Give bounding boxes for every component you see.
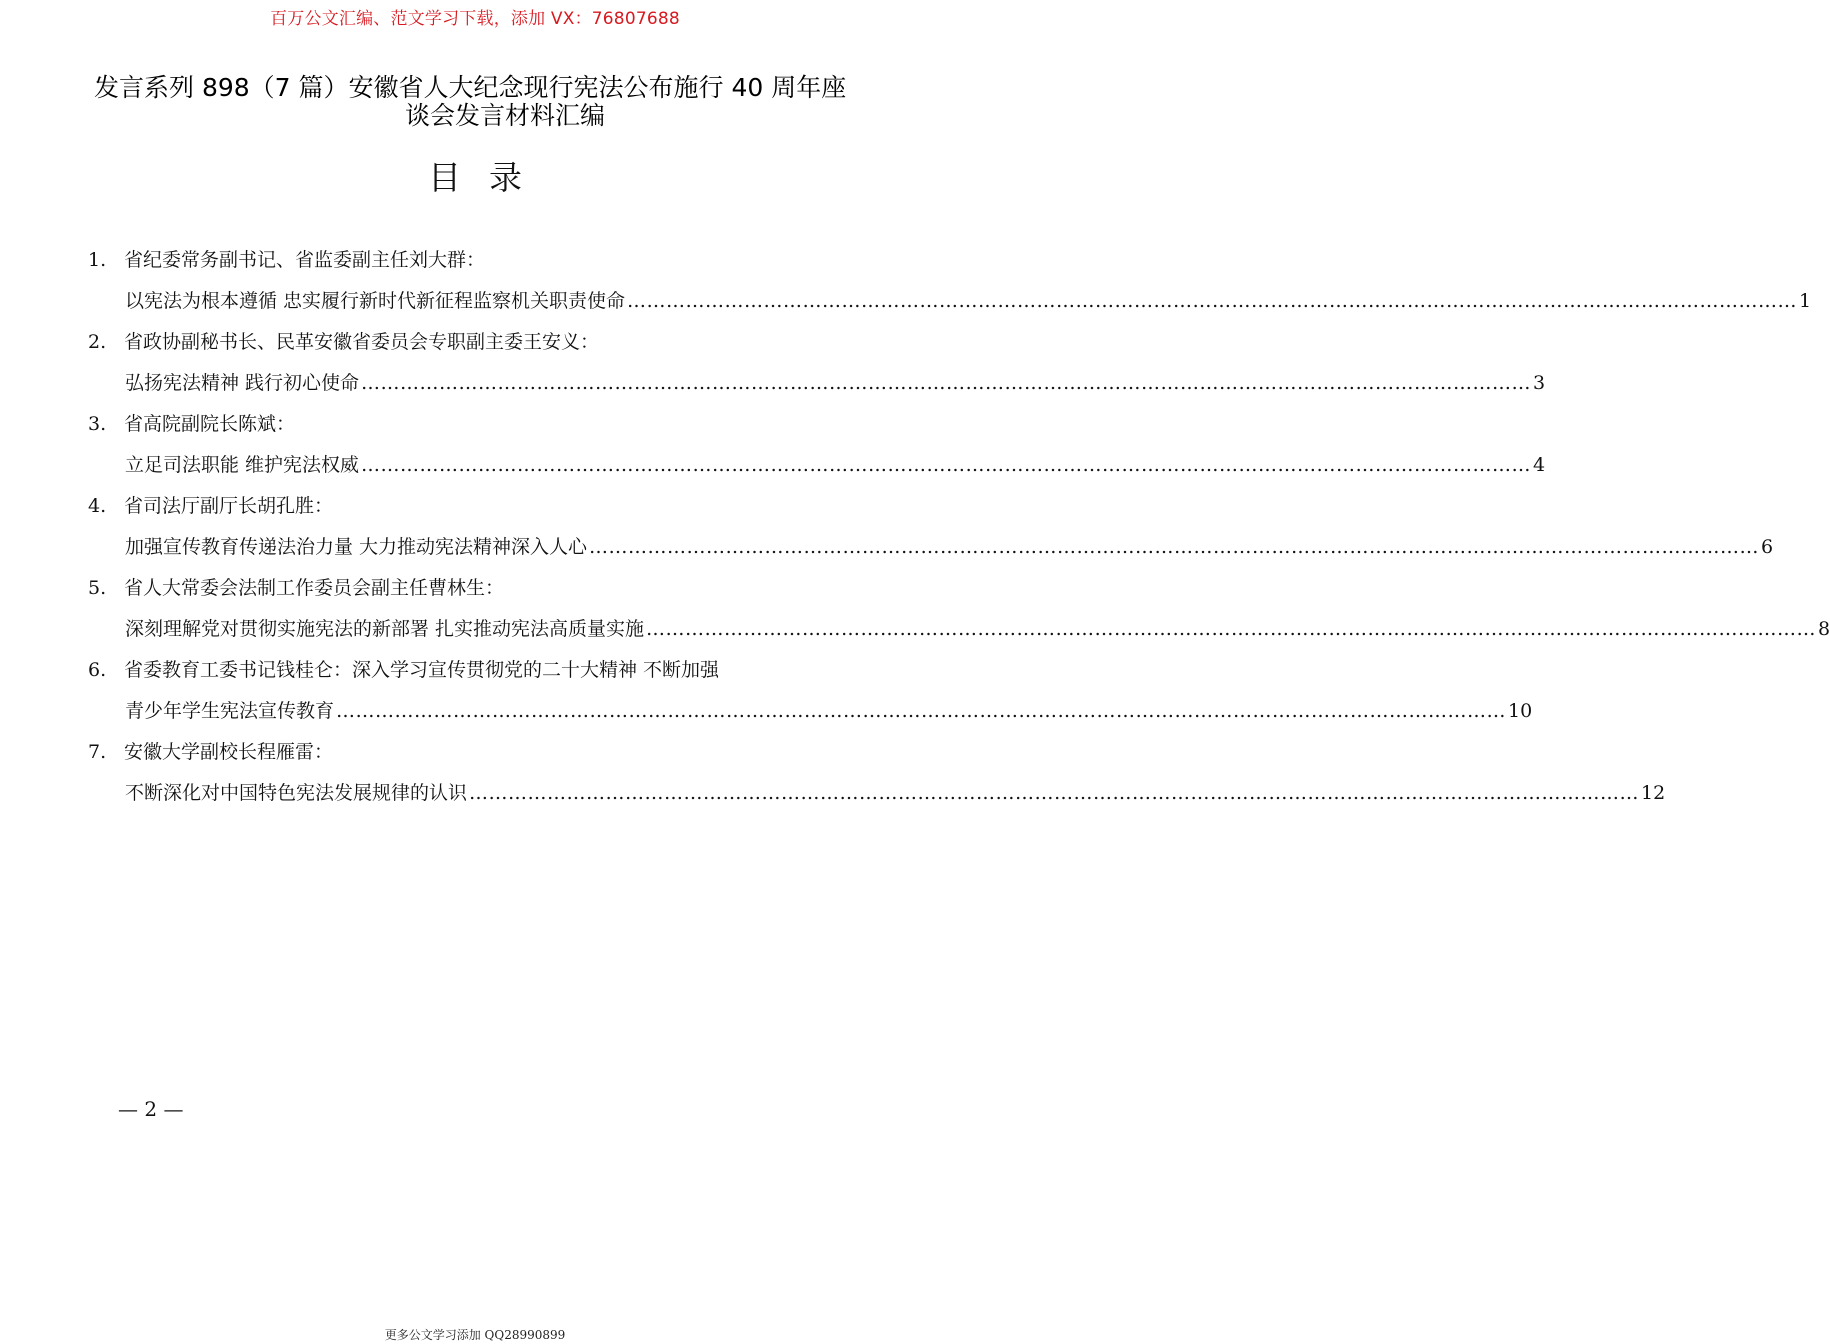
toc-entry-author-text: 省纪委常务副书记、省监委副主任刘大群： [124,249,486,271]
toc-entry-author [88,240,860,281]
header-banner: 百万公文汇编、范文学习下载，添加 VX：76807688 [270,9,680,29]
toc-entry-title[interactable] [88,363,1546,404]
toc-entry-number: 7. [88,741,107,763]
toc-leader-dots: ……………………………………………………………………………………………………………………………………………………………… [589,536,1760,558]
toc-entry-author [88,404,860,445]
toc-entry-author-text: 省高院副院长陈斌： [124,413,296,435]
toc-entry-title-text: 青少年学生宪法宣传教育 [125,700,335,722]
toc-entry-6 [88,650,1533,732]
toc-entry-title[interactable] [88,527,1774,568]
document-title-line-2: 谈会发言材料汇编 [404,101,605,130]
toc-entry-title-text: 不断深化对中国特色宪法发展规律的认识 [125,782,468,804]
toc-entry-page: 8 [1818,618,1830,640]
toc-entry-page: 3 [1533,372,1546,394]
table-of-contents [88,240,1830,814]
page-number: — 2 — [118,1097,184,1121]
toc-entry-author-text: 安徽大学副校长程雁雷： [124,741,334,763]
toc-entry-page: 1 [1799,290,1812,312]
toc-entry-4 [88,486,1774,568]
toc-entry-number: 1. [88,249,107,271]
toc-leader-dots: ……………………………………………………………………………………………………………………………………………………………… [361,372,1532,394]
toc-entry-author-text: 省政协副秘书长、民革安徽省委员会专职副主委王安义： [124,331,600,353]
toc-entry-number: 5. [88,577,107,599]
toc-entry-author [88,732,860,773]
toc-entry-number: 3. [88,413,107,435]
toc-entry-title[interactable] [88,773,1666,814]
toc-entry-number: 6. [88,659,107,681]
toc-entry-author-text: 省司法厅副厅长胡孔胜： [124,495,334,517]
toc-entry-2 [88,322,1546,404]
toc-entry-title[interactable] [88,445,1546,486]
document-title-line-1: 发言系列 898（7 篇）安徽省人大纪念现行宪法公布施行 40 周年座 [94,73,847,102]
toc-heading: 目录 [428,158,550,197]
toc-entry-number: 4. [88,495,107,517]
toc-entry-title-text: 弘扬宪法精神 践行初心使命 [125,372,360,394]
toc-entry-title-text: 加强宣传教育传递法治力量 大力推动宪法精神深入人心 [125,536,588,558]
toc-entry-title[interactable] [88,691,1533,732]
toc-entry-author [88,322,860,363]
toc-entry-7 [88,732,1666,814]
toc-entry-title-text: 立足司法职能 维护宪法权威 [125,454,360,476]
toc-entry-3 [88,404,1546,486]
toc-entry-page: 12 [1641,782,1666,804]
toc-entry-number: 2. [88,331,107,353]
toc-entry-5 [88,568,1830,650]
toc-leader-dots: ……………………………………………………………………………………………………………………………………………………………… [469,782,1640,804]
toc-leader-dots: ……………………………………………………………………………………………………………………………………………………………… [361,454,1532,476]
toc-entry-page: 6 [1761,536,1774,558]
toc-entry-author [88,650,860,691]
toc-entry-page: 4 [1533,454,1546,476]
footer-banner: 更多公文学习添加 QQ28990899 [384,1328,566,1342]
toc-entry-title[interactable] [88,609,1830,650]
toc-entry-1 [88,240,1812,322]
toc-leader-dots: ……………………………………………………………………………………………………………………………………………………………… [627,290,1798,312]
toc-entry-author-text: 省人大常委会法制工作委员会副主任曹林生： [124,577,505,599]
toc-leader-dots: ……………………………………………………………………………………………………………………………………………………………… [336,700,1507,722]
toc-entry-title-text: 以宪法为根本遵循 忠实履行新时代新征程监察机关职责使命 [125,290,626,312]
document-title [60,74,950,130]
toc-entry-author [88,486,860,527]
toc-entry-title[interactable] [88,281,1812,322]
toc-leader-dots: ……………………………………………………………………………………………………………………………………………………………… [646,618,1817,640]
toc-entry-author-text: 省委教育工委书记钱桂仑：深入学习宣传贯彻党的二十大精神 不断加强 [124,659,720,681]
toc-entry-page: 10 [1508,700,1533,722]
toc-entry-title-text: 深刻理解党对贯彻实施宪法的新部署 扎实推动宪法高质量实施 [125,618,645,640]
toc-entry-author [88,568,860,609]
